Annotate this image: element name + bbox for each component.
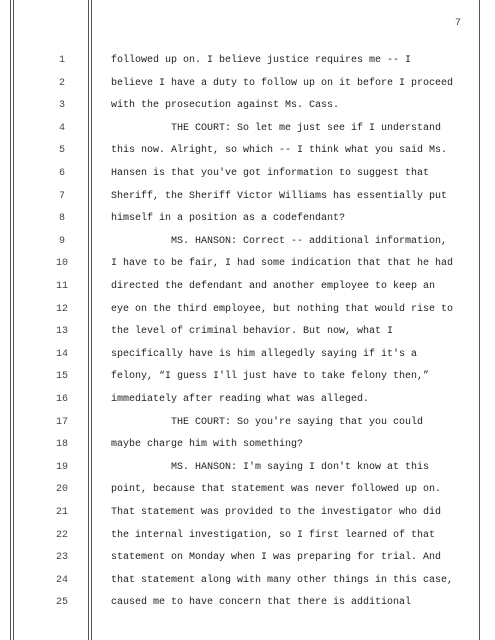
line-number: 18 bbox=[55, 439, 68, 451]
transcript-line: maybe charge him with something? bbox=[111, 439, 304, 451]
transcript-line: THE COURT: So let me just see if I understand bbox=[111, 122, 442, 134]
transcript-line: MS. HANSON: I'm saying I don't know at this bbox=[111, 461, 430, 473]
line-number: 13 bbox=[55, 326, 68, 338]
line-number: 25 bbox=[55, 597, 68, 609]
line-number: 10 bbox=[55, 258, 68, 270]
line-number: 15 bbox=[55, 371, 68, 383]
line-number: 2 bbox=[58, 77, 65, 89]
transcript-line: believe I have a duty to follow up on it before I proceed bbox=[111, 77, 454, 89]
line-number: 14 bbox=[55, 348, 68, 360]
line-number-rule bbox=[88, 0, 89, 640]
transcript-line: felony, “I guess I'll just have to take felony then,” bbox=[111, 371, 430, 383]
transcript-line: Sheriff, the Sheriff Victor Williams has essentially put bbox=[111, 190, 448, 202]
line-number: 1 bbox=[58, 55, 65, 66]
line-number-rule-inner bbox=[91, 0, 92, 640]
transcript-line: Hansen is that you've got information to suggest that bbox=[111, 168, 430, 179]
line-number: 12 bbox=[55, 303, 68, 315]
transcript-line: himself in a position as a codefendant? bbox=[111, 213, 346, 225]
transcript-line: directed the defendant and another employee to keep an bbox=[111, 281, 436, 292]
line-number: 3 bbox=[58, 100, 65, 112]
line-number: 19 bbox=[55, 461, 68, 473]
transcript-line: the level of criminal behavior. But now, what I bbox=[111, 326, 394, 338]
line-number: 24 bbox=[55, 574, 68, 586]
line-number: 4 bbox=[58, 122, 65, 134]
transcript-line: caused me to have concern that there is additional bbox=[111, 597, 412, 609]
transcript-line: the internal investigation, so I first learned of that bbox=[111, 529, 436, 541]
transcript-line: this now. Alright, so which -- I think what you said Ms. bbox=[111, 145, 448, 157]
line-number: 6 bbox=[58, 168, 65, 179]
transcript-line: MS. HANSON: Correct -- additional information, bbox=[111, 235, 448, 247]
transcript-line: that statement along with many other things in this case, bbox=[111, 574, 454, 586]
line-number: 21 bbox=[55, 507, 68, 518]
line-number: 8 bbox=[58, 213, 65, 225]
transcript-line: eye on the third employee, but nothing that would rise to bbox=[111, 303, 454, 315]
left-margin-rule bbox=[10, 0, 11, 640]
transcript-line: THE COURT: So you're saying that you could bbox=[111, 416, 424, 428]
line-number: 23 bbox=[55, 552, 68, 564]
line-number: 11 bbox=[55, 281, 68, 292]
right-margin-rule bbox=[479, 0, 480, 640]
transcript-line: statement on Monday when I was preparing for trial. And bbox=[111, 552, 442, 564]
transcript-line: That statement was provided to the investigator who did bbox=[111, 507, 442, 518]
transcript-line: immediately after reading what was alleged. bbox=[111, 394, 370, 405]
transcript-line: followed up on. I believe justice requires me -- I bbox=[111, 55, 412, 66]
transcript-line: with the prosecution against Ms. Cass. bbox=[111, 100, 340, 112]
line-number: 22 bbox=[55, 529, 68, 541]
line-number: 20 bbox=[55, 484, 68, 496]
line-number: 5 bbox=[58, 145, 65, 157]
transcript-line: specifically have is him allegedly saying if it's a bbox=[111, 348, 418, 360]
line-number: 16 bbox=[55, 394, 68, 405]
transcript-line: I have to be fair, I had some indication that that he had bbox=[111, 258, 454, 270]
transcript-line: point, because that statement was never followed up on. bbox=[111, 484, 442, 496]
left-margin-rule-inner bbox=[13, 0, 14, 640]
line-number: 7 bbox=[58, 190, 65, 202]
line-number: 9 bbox=[58, 235, 65, 247]
page-number: 7 bbox=[454, 18, 461, 29]
line-number: 17 bbox=[55, 416, 68, 428]
